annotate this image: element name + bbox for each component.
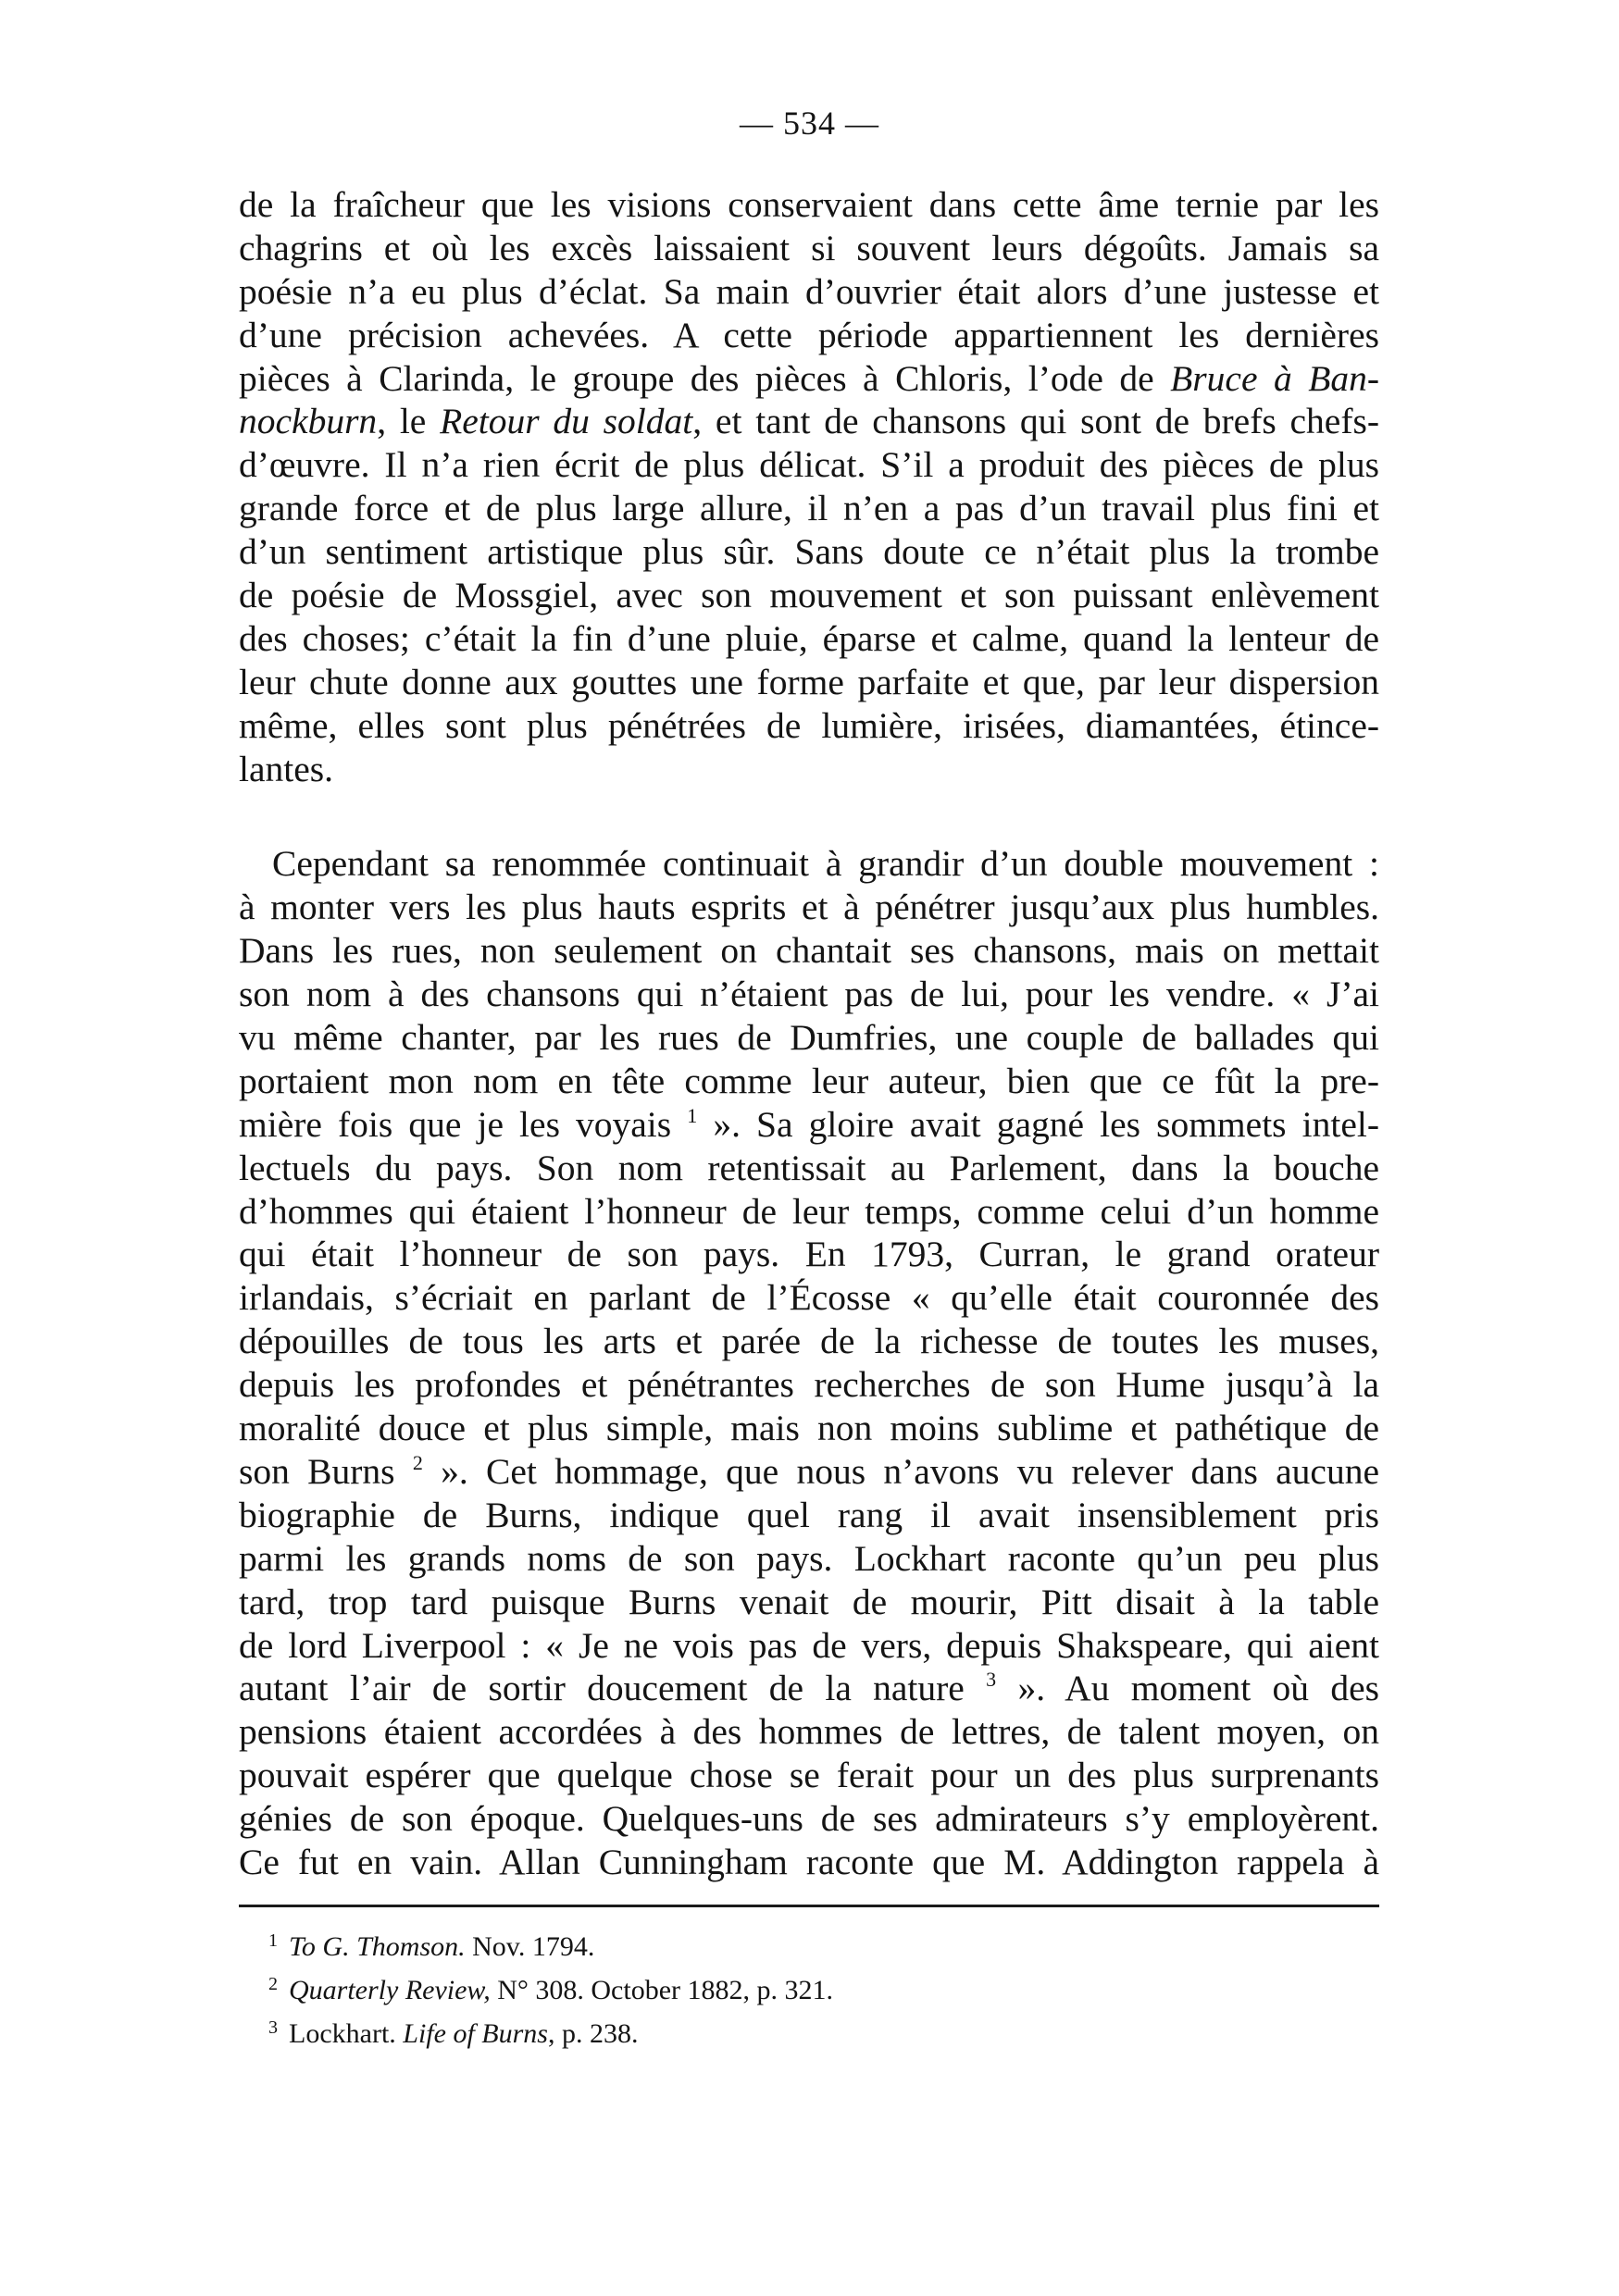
- text-line: à monter vers les plus hauts esprits et à pénétrer jusqu’aux plus humbles.: [239, 887, 1379, 928]
- footnote-text: , p. 238.: [547, 2018, 639, 2049]
- text-line: d’un sentiment artistique plus sûr. Sans doute ce n’était plus la trombe: [239, 531, 1379, 573]
- footnote: [268, 2012, 1379, 2055]
- footnote-italic: Quarterly Review,: [289, 1975, 491, 2005]
- footnote-ref[interactable]: 2: [412, 1450, 423, 1474]
- text-line: tard, trop tard puisque Burns venait de mourir, Pitt disait à la table: [239, 1581, 1379, 1622]
- text-span: son Burns: [239, 1450, 413, 1492]
- footnote-text: N° 308. October 1882, p. 321.: [490, 1975, 834, 2005]
- text-line: [239, 1103, 1379, 1147]
- paragraph-2: [239, 842, 1379, 1883]
- text-line: Cependant sa renommée continuait à grandir d’un double mouvement :: [272, 843, 1379, 885]
- footnote: [268, 1968, 1379, 2012]
- text-line: Ce fut en vain. Allan Cunningham raconte que M. Addington rappela à: [239, 1841, 1379, 1882]
- text-span: , le: [377, 401, 441, 442]
- text-line: portaient mon nom en tête comme leur auteur, bien que ce fût la pre-: [239, 1060, 1379, 1101]
- text-line: vu même chanter, par les rues de Dumfries, une couple de ballades qui: [239, 1017, 1379, 1059]
- text-line: leur chute donne aux gouttes une forme parfaite et que, par leur dispersion: [239, 661, 1379, 702]
- text-line: [239, 1450, 1379, 1494]
- footnote-text: Lockhart.: [289, 2018, 404, 2049]
- text-line: lantes.: [239, 748, 334, 789]
- text-line: génies de son époque. Quelques-uns de ses admirateurs s’y employèrent.: [239, 1798, 1379, 1840]
- text-line: irlandais, s’écriait en parlant de l’Écosse « qu’elle était couronnée des: [239, 1277, 1379, 1319]
- text-line: des choses; c’était la fin d’une pluie, éparse et calme, quand la lenteur de: [239, 617, 1379, 659]
- text-line: grande force et de plus large allure, il n’en a pas d’un travail plus fini et: [239, 488, 1379, 529]
- text-line: poésie n’a eu plus d’éclat. Sa main d’ouvrier était alors d’une justesse et: [239, 270, 1379, 312]
- footnote-divider: [239, 1905, 1379, 1907]
- text-line: pensions étaient accordées à des hommes de lettres, de talent moyen, on: [239, 1711, 1379, 1753]
- text-line: d’hommes qui étaient l’honneur de leur temps, comme celui d’un homme: [239, 1190, 1379, 1232]
- text-line: [239, 357, 1379, 401]
- paragraph-gap: [239, 790, 1379, 842]
- text-span: pièces à Clarinda, le groupe des pièces à Chloris, l’ode de: [239, 357, 1171, 399]
- italic-title: nockburn: [239, 401, 378, 442]
- footnote: [268, 1925, 1379, 1968]
- body-text: [239, 183, 1379, 1884]
- footnote-mark: 3: [268, 2017, 278, 2038]
- text-line: chagrins et où les excès laissaient si souvent leurs dégoûts. Jamais sa: [239, 227, 1379, 268]
- text-line: pouvait espérer que quelque chose se ferait pour un des plus surprenants: [239, 1755, 1379, 1796]
- text-line: de lord Liverpool : « Je ne vois pas de vers, depuis Shakspeare, qui aient: [239, 1624, 1379, 1666]
- text-span: , et tant de chansons qui sont de brefs chefs-: [692, 401, 1380, 442]
- text-span: autant l’air de sortir doucement de la nature: [239, 1668, 987, 1709]
- text-line: [239, 1667, 1379, 1710]
- text-line: de la fraîcheur que les visions conservaient dans cette âme ternie par les: [239, 184, 1379, 225]
- italic-title: Bruce à Ban-: [1170, 357, 1379, 399]
- text-line: qui était l’honneur de son pays. En 1793, Curran, le grand orateur: [239, 1234, 1379, 1275]
- text-line: lectuels du pays. Son nom retentissait au Parlement, dans la bouche: [239, 1147, 1379, 1188]
- text-line: son nom à des chansons qui n’étaient pas de lui, pour les vendre. « J’ai: [239, 974, 1379, 1015]
- italic-title: Retour du soldat: [440, 401, 693, 442]
- text-line: de poésie de Mossgiel, avec son mouvement et son puissant enlèvement: [239, 575, 1379, 616]
- text-span: ». Sa gloire avait gagné les sommets intel-: [697, 1103, 1379, 1145]
- footnote-ref[interactable]: 1: [687, 1103, 698, 1127]
- footnote-mark: 1: [268, 1930, 278, 1951]
- footnotes: [268, 1925, 1379, 2055]
- text-line: depuis les profondes et pénétrantes recherches de son Hume jusqu’à la: [239, 1364, 1379, 1406]
- text-span: ». Au moment où des: [996, 1668, 1379, 1709]
- text-line: même, elles sont plus pénétrées de lumière, irisées, diamantées, étince-: [239, 704, 1379, 746]
- page-number: — 534 —: [740, 105, 879, 142]
- footnote-italic: Life of Burns: [403, 2018, 548, 2049]
- text-line: parmi les grands noms de son pays. Lockhart raconte qu’un peu plus: [239, 1537, 1379, 1579]
- text-line: moralité douce et plus simple, mais non moins sublime et pathétique de: [239, 1408, 1379, 1449]
- footnote-ref[interactable]: 3: [986, 1668, 997, 1692]
- text-span: mière fois que je les voyais: [239, 1103, 688, 1145]
- footnote-text: Nov. 1794.: [465, 1931, 595, 1962]
- footnote-mark: 2: [268, 1974, 278, 1994]
- footnote-italic: To G. Thomson.: [289, 1931, 466, 1962]
- paragraph-1: [239, 183, 1379, 790]
- text-line: [239, 400, 1379, 443]
- text-line: d’œuvre. Il n’a rien écrit de plus délicat. S’il a produit des pièces de plus: [239, 444, 1379, 486]
- text-line: Dans les rues, non seulement on chantait ses chansons, mais on mettait: [239, 930, 1379, 972]
- text-line: d’une précision achevées. A cette période appartiennent les dernières: [239, 314, 1379, 355]
- text-span: ». Cet hommage, que nous n’avons vu relever dans aucune: [422, 1450, 1379, 1492]
- text-line: biographie de Burns, indique quel rang il avait insensiblement pris: [239, 1494, 1379, 1535]
- text-line: dépouilles de tous les arts et parée de la richesse de toutes les muses,: [239, 1321, 1379, 1362]
